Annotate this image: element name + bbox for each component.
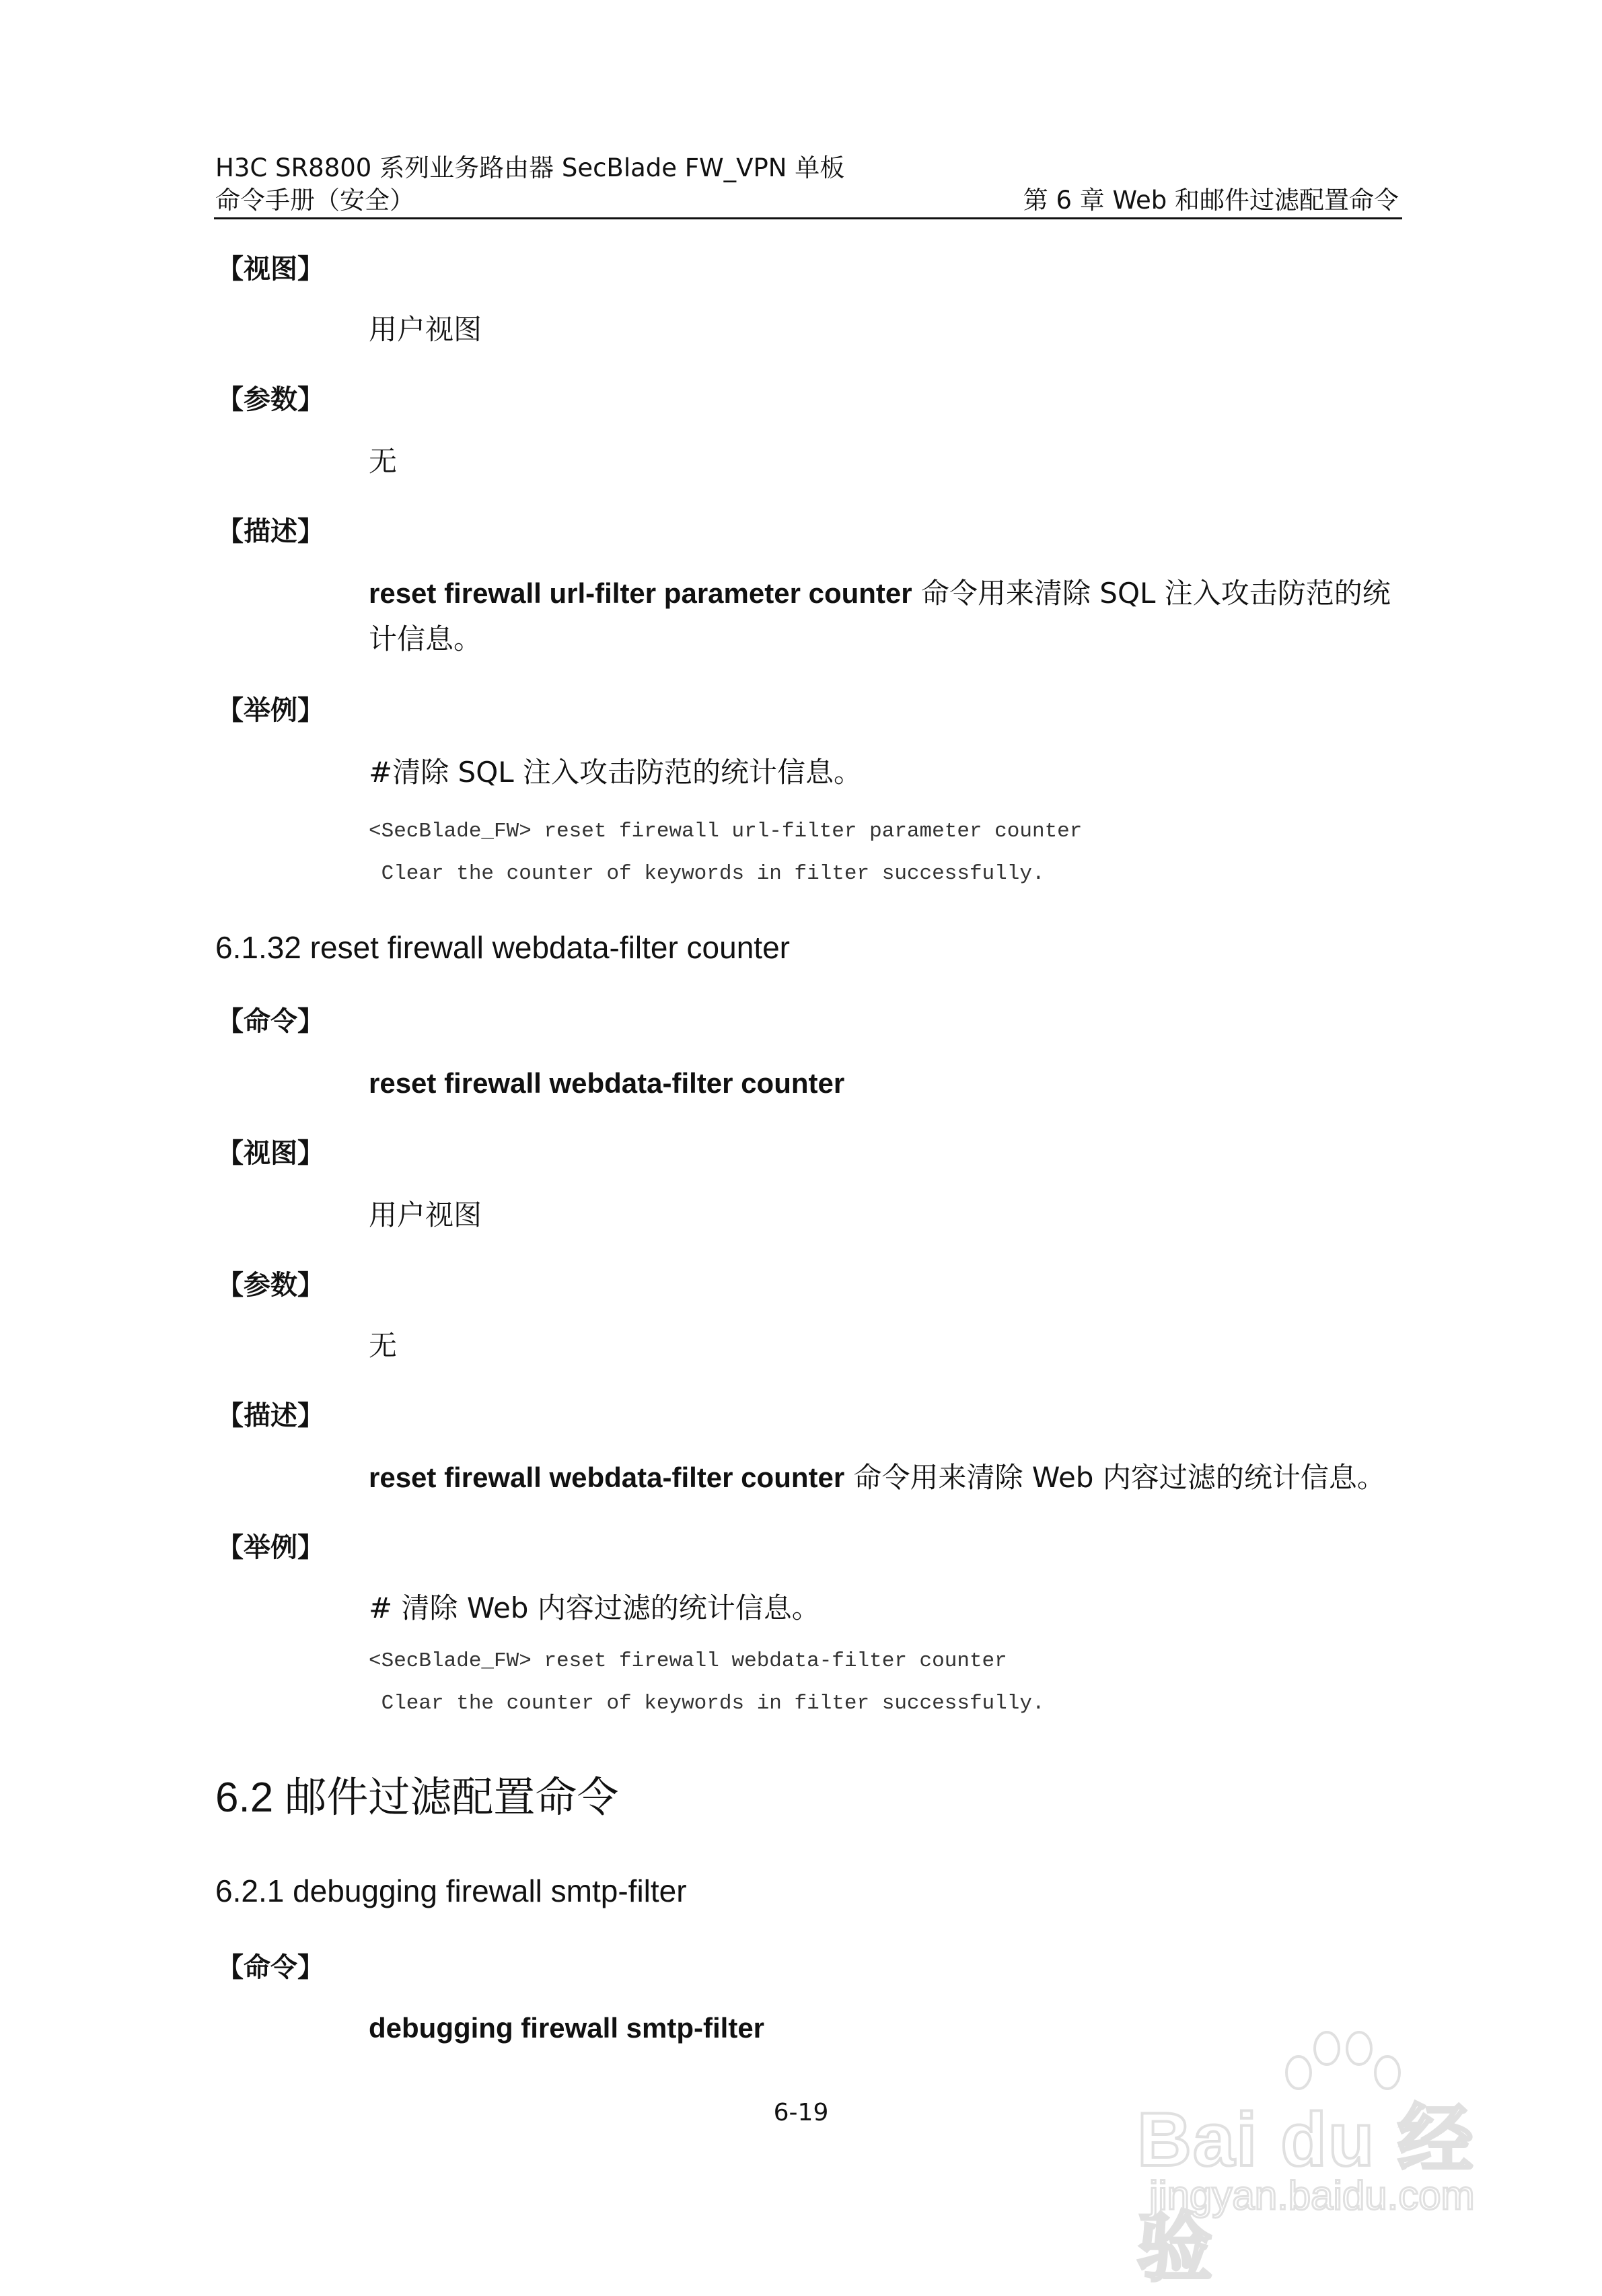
command-tag: 【命令】 — [217, 1952, 324, 1983]
params-text: 无 — [369, 1329, 398, 1362]
desc-text: 命令用来清除 SQL 注入攻击防范的统 — [912, 577, 1391, 610]
section-heading-6-2: 6.2 邮件过滤配置命令 — [215, 1774, 619, 1821]
desc-continuation: 计信息。 — [369, 622, 482, 655]
header-manual-title: 命令手册（安全） — [215, 186, 414, 215]
view-tag: 【视图】 — [217, 254, 324, 285]
view-tag: 【视图】 — [217, 1138, 324, 1169]
section-heading-6-1-32: 6.1.32 reset firewall webdata-filter counter — [215, 930, 790, 965]
code-line: Clear the counter of keywords in filter successfully. — [369, 862, 1045, 886]
example-comment: # 清除 Web 内容过滤的统计信息。 — [369, 1591, 820, 1624]
desc-command: reset firewall webdata-filter counter — [369, 1462, 845, 1493]
desc-tag: 【描述】 — [217, 516, 324, 547]
header-rule — [214, 217, 1402, 219]
code-line: Clear the counter of keywords in filter successfully. — [369, 1692, 1045, 1715]
example-comment: #清除 SQL 注入攻击防范的统计信息。 — [369, 756, 863, 789]
code-line: <SecBlade_FW> reset firewall webdata-filter counter — [369, 1649, 1007, 1673]
example-tag: 【举例】 — [217, 695, 324, 726]
watermark-url: jingyan.baidu.com — [1149, 2173, 1475, 2218]
example-tag: 【举例】 — [217, 1532, 324, 1563]
desc-text: 命令用来清除 Web 内容过滤的统计信息。 — [844, 1461, 1385, 1494]
header-doc-title: H3C SR8800 系列业务路由器 SecBlade FW_VPN 单板 — [215, 153, 845, 182]
command-tag: 【命令】 — [217, 1006, 324, 1037]
section-heading-6-2-1: 6.2.1 debugging firewall smtp-filter — [215, 1873, 687, 1908]
desc-tag: 【描述】 — [217, 1400, 324, 1431]
desc-command: reset firewall url-filter parameter counter — [369, 577, 912, 609]
params-tag: 【参数】 — [217, 1270, 324, 1301]
watermark-logo: Bai du 经验 — [1137, 2097, 1475, 2290]
desc-paragraph — [369, 573, 1391, 614]
code-line: <SecBlade_FW> reset firewall url-filter parameter counter — [369, 820, 1083, 843]
command-text: reset firewall webdata-filter counter — [369, 1067, 845, 1099]
desc-paragraph — [369, 1458, 1385, 1498]
command-text: debugging firewall smtp-filter — [369, 2012, 765, 2044]
view-text: 用户视图 — [369, 1198, 482, 1231]
baidu-jingyan-watermark — [1137, 2025, 1514, 2290]
params-text: 无 — [369, 445, 398, 478]
params-tag: 【参数】 — [217, 384, 324, 415]
page-number: 6-19 — [773, 2099, 829, 2126]
header-chapter-title: 第 6 章 Web 和邮件过滤配置命令 — [1023, 186, 1399, 215]
view-text: 用户视图 — [369, 313, 482, 346]
